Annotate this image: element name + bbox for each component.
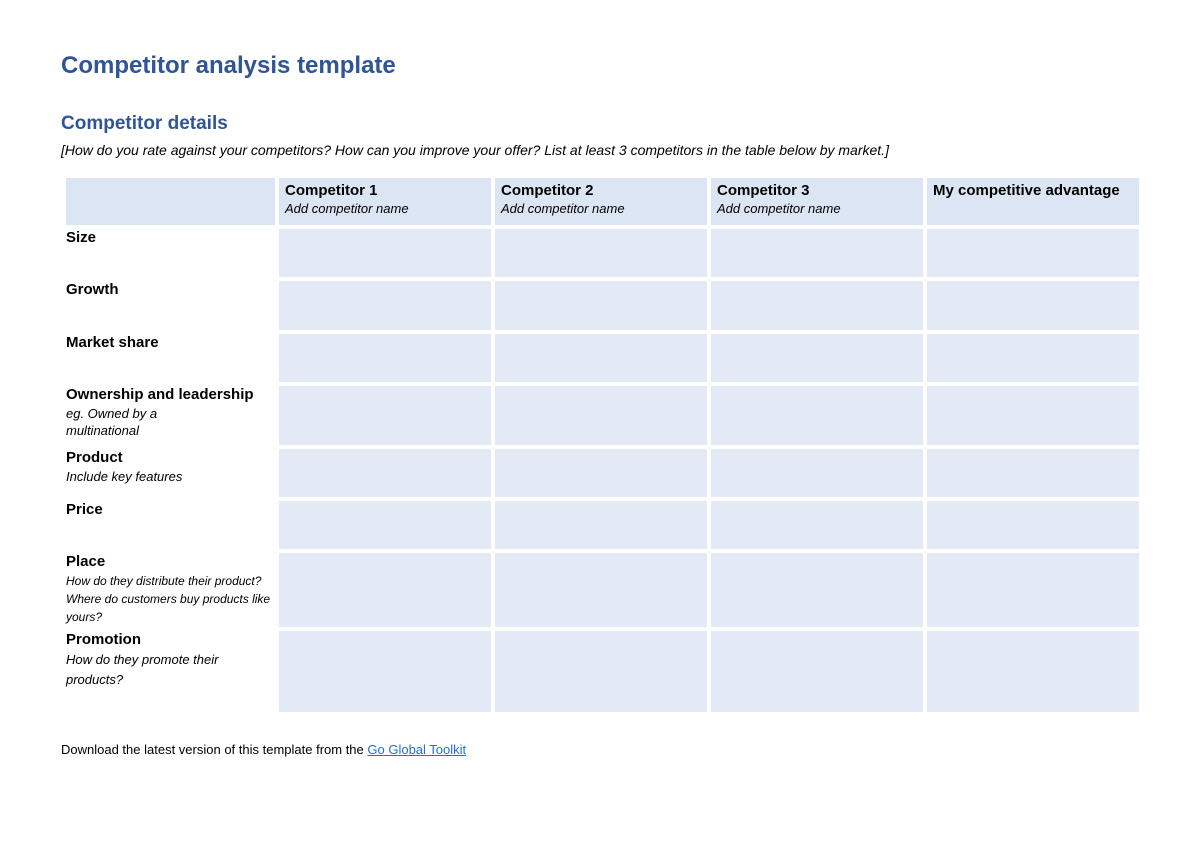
row-label: Ownership and leadership [66, 386, 254, 403]
entry-cell[interactable] [279, 553, 491, 627]
row-label: Product [66, 449, 123, 466]
row-label-cell [66, 631, 275, 712]
footer-text: Download the latest version of this template from the [61, 742, 368, 757]
table-row-product [66, 449, 1139, 497]
entry-cell[interactable] [927, 553, 1139, 627]
header-competitive-advantage[interactable] [927, 178, 1139, 225]
header-competitor-1[interactable] [279, 178, 491, 225]
entry-cell[interactable] [279, 631, 491, 712]
header-corner-cell [66, 178, 275, 225]
go-global-toolkit-link[interactable]: Go Global Toolkit [367, 742, 467, 757]
row-label: Size [66, 229, 97, 246]
entry-cell[interactable] [495, 501, 707, 549]
entry-cell[interactable] [927, 501, 1139, 549]
row-label: Price [66, 501, 103, 518]
row-label-cell [66, 553, 275, 627]
header-competitor-2[interactable] [495, 178, 707, 225]
table-row-size [66, 229, 1139, 277]
entry-cell[interactable] [495, 334, 707, 382]
entry-cell[interactable] [927, 449, 1139, 497]
entry-cell[interactable] [711, 229, 923, 277]
document-title: Competitor analysis template [61, 52, 396, 79]
row-label: Market share [66, 334, 159, 351]
entry-cell[interactable] [927, 631, 1139, 712]
row-label-cell [66, 334, 275, 382]
entry-cell[interactable] [927, 281, 1139, 330]
row-label-cell [66, 229, 275, 277]
entry-cell[interactable] [711, 334, 923, 382]
row-hint: Include key features [66, 469, 183, 484]
entry-cell[interactable] [495, 281, 707, 330]
row-label-cell [66, 501, 275, 549]
entry-cell[interactable] [927, 334, 1139, 382]
intro-text: [How do you rate against your competitors? How can you improve your offer? List at least 3 competitors in the table below by market.] [61, 142, 889, 158]
entry-cell[interactable] [711, 553, 923, 627]
row-label-cell [66, 449, 275, 497]
table-row-market-share [66, 334, 1139, 382]
row-label: Growth [66, 281, 119, 298]
table-row-price [66, 501, 1139, 549]
row-hint: How do they promote their products? [66, 652, 219, 687]
table-row-promotion [66, 631, 1139, 712]
entry-cell[interactable] [279, 281, 491, 330]
footer-note [61, 742, 466, 757]
entry-cell[interactable] [711, 631, 923, 712]
entry-cell[interactable] [927, 386, 1139, 445]
column-subtitle: Add competitor name [501, 201, 625, 216]
section-title: Competitor details [61, 113, 228, 134]
entry-cell[interactable] [495, 229, 707, 277]
column-title: Competitor 2 [501, 182, 594, 199]
entry-cell[interactable] [279, 449, 491, 497]
header-competitor-3[interactable] [711, 178, 923, 225]
entry-cell[interactable] [279, 501, 491, 549]
entry-cell[interactable] [495, 386, 707, 445]
table-row-ownership [66, 386, 1139, 445]
row-label-cell [66, 386, 275, 445]
column-subtitle: Add competitor name [285, 201, 409, 216]
entry-cell[interactable] [711, 501, 923, 549]
entry-cell[interactable] [495, 631, 707, 712]
entry-cell[interactable] [279, 386, 491, 445]
row-hint: eg. Owned by a multinational [66, 406, 158, 438]
table-row-growth [66, 281, 1139, 330]
entry-cell[interactable] [495, 553, 707, 627]
row-label: Promotion [66, 631, 141, 648]
row-hint: How do they distribute their product? Where do customers buy products like yours? [66, 574, 271, 624]
entry-cell[interactable] [279, 229, 491, 277]
entry-cell[interactable] [495, 449, 707, 497]
entry-cell[interactable] [279, 334, 491, 382]
table-header-row [66, 178, 1139, 225]
entry-cell[interactable] [711, 449, 923, 497]
entry-cell[interactable] [711, 386, 923, 445]
table-row-place [66, 553, 1139, 627]
competitor-table [62, 174, 1143, 716]
row-label: Place [66, 553, 106, 570]
entry-cell[interactable] [711, 281, 923, 330]
column-subtitle: Add competitor name [717, 201, 841, 216]
column-title: Competitor 1 [285, 182, 378, 199]
column-title: Competitor 3 [717, 182, 810, 199]
row-label-cell [66, 281, 275, 330]
entry-cell[interactable] [927, 229, 1139, 277]
column-title: My competitive advantage [933, 182, 1120, 199]
